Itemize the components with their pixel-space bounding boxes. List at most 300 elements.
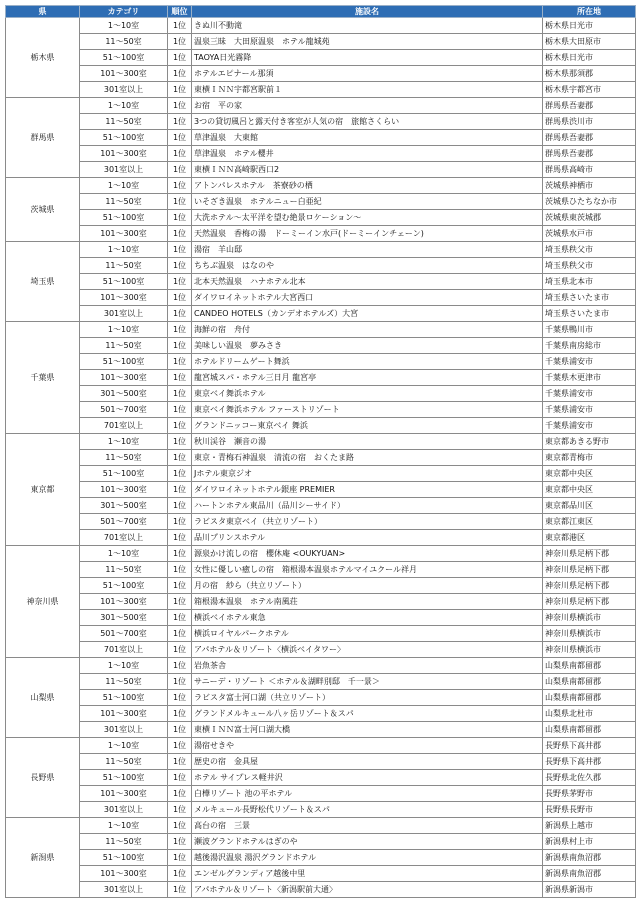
facility-cell: 白樺リゾート 池の平ホテル: [192, 786, 543, 802]
table-row: [6, 786, 636, 802]
category-cell: 301室以上: [80, 882, 168, 898]
table-row: [6, 466, 636, 482]
facility-cell: ホテルドリームゲート舞浜: [192, 354, 543, 370]
facility-cell: 横浜ロイヤルパークホテル: [192, 626, 543, 642]
location-cell: 群馬県吾妻郡: [543, 98, 636, 114]
facility-cell: 岩魚茶舎: [192, 658, 543, 674]
rank-cell: 1位: [168, 386, 192, 402]
category-cell: 11～50室: [80, 562, 168, 578]
location-cell: 山梨県北杜市: [543, 706, 636, 722]
rank-cell: 1位: [168, 530, 192, 546]
table-row: [6, 194, 636, 210]
rank-cell: 1位: [168, 98, 192, 114]
table-row: [6, 338, 636, 354]
rank-cell: 1位: [168, 466, 192, 482]
table-row: [6, 498, 636, 514]
table-row: [6, 754, 636, 770]
category-cell: 301室以上: [80, 722, 168, 738]
location-cell: 神奈川県横浜市: [543, 642, 636, 658]
header-category: カテゴリ: [80, 6, 168, 18]
location-cell: 栃木県那須郡: [543, 66, 636, 82]
rank-cell: 1位: [168, 290, 192, 306]
rank-cell: 1位: [168, 226, 192, 242]
prefecture-group: [6, 818, 636, 898]
prefecture-group: [6, 546, 636, 658]
rank-cell: 1位: [168, 706, 192, 722]
facility-cell: 温泉三昧 大田原温泉 ホテル龍城苑: [192, 34, 543, 50]
category-cell: 301～500室: [80, 386, 168, 402]
rank-cell: 1位: [168, 162, 192, 178]
rank-cell: 1位: [168, 626, 192, 642]
location-cell: 群馬県吾妻郡: [543, 130, 636, 146]
table-row: [6, 514, 636, 530]
facility-cell: メルキュール長野松代リゾート＆スパ: [192, 802, 543, 818]
rank-cell: 1位: [168, 434, 192, 450]
facility-cell: 3つの貸切風呂と露天付き客室が人気の宿 旅館さくらい: [192, 114, 543, 130]
prefecture-group: [6, 98, 636, 178]
prefecture-group: [6, 434, 636, 546]
category-cell: 11～50室: [80, 674, 168, 690]
rank-cell: 1位: [168, 450, 192, 466]
rank-cell: 1位: [168, 242, 192, 258]
facility-cell: エンゼルグランディア越後中里: [192, 866, 543, 882]
header-location: 所在地: [543, 6, 636, 18]
category-cell: 51～100室: [80, 578, 168, 594]
rank-cell: 1位: [168, 610, 192, 626]
facility-cell: 高台の宿 三景: [192, 818, 543, 834]
prefecture-cell: 山梨県: [6, 658, 80, 738]
location-cell: 群馬県高崎市: [543, 162, 636, 178]
location-cell: 茨城県ひたちなか市: [543, 194, 636, 210]
prefecture-cell: 長野県: [6, 738, 80, 818]
location-cell: 茨城県神栖市: [543, 178, 636, 194]
rank-cell: 1位: [168, 18, 192, 34]
category-cell: 1～10室: [80, 242, 168, 258]
rank-cell: 1位: [168, 498, 192, 514]
facility-cell: 品川プリンスホテル: [192, 530, 543, 546]
rank-cell: 1位: [168, 482, 192, 498]
location-cell: 東京都中央区: [543, 482, 636, 498]
table-row: [6, 658, 636, 674]
rank-cell: 1位: [168, 34, 192, 50]
category-cell: 701室以上: [80, 642, 168, 658]
table-row: [6, 162, 636, 178]
table-row: [6, 866, 636, 882]
category-cell: 301室以上: [80, 162, 168, 178]
rank-cell: 1位: [168, 818, 192, 834]
category-cell: 11～50室: [80, 834, 168, 850]
facility-cell: 海鮮の宿 舟付: [192, 322, 543, 338]
location-cell: 新潟県村上市: [543, 834, 636, 850]
facility-cell: グランドメルキュール八ヶ岳リゾート＆スパ: [192, 706, 543, 722]
facility-cell: 女性に優しい癒しの宿 箱根湯本温泉ホテルマイユクール祥月: [192, 562, 543, 578]
facility-cell: 草津温泉 大東館: [192, 130, 543, 146]
prefecture-group: [6, 658, 636, 738]
table-row: [6, 626, 636, 642]
table-row: [6, 674, 636, 690]
location-cell: 山梨県南都留郡: [543, 674, 636, 690]
category-cell: 101～300室: [80, 482, 168, 498]
facility-cell: 瀬波グランドホテルはぎのや: [192, 834, 543, 850]
location-cell: 群馬県吾妻郡: [543, 146, 636, 162]
table-row: [6, 482, 636, 498]
table-row: [6, 850, 636, 866]
category-cell: 1～10室: [80, 178, 168, 194]
table-row: [6, 386, 636, 402]
location-cell: 東京都青梅市: [543, 450, 636, 466]
rank-cell: 1位: [168, 322, 192, 338]
table-row: [6, 722, 636, 738]
category-cell: 301室以上: [80, 82, 168, 98]
location-cell: 長野県茅野市: [543, 786, 636, 802]
table-row: [6, 242, 636, 258]
category-cell: 11～50室: [80, 114, 168, 130]
table-row: [6, 130, 636, 146]
location-cell: 神奈川県足柄下郡: [543, 594, 636, 610]
rank-cell: 1位: [168, 674, 192, 690]
prefecture-cell: 千葉県: [6, 322, 80, 434]
facility-cell: 東京・青梅石神温泉 清流の宿 おくたま路: [192, 450, 543, 466]
table-row: [6, 114, 636, 130]
location-cell: 神奈川県足柄下郡: [543, 562, 636, 578]
rank-cell: 1位: [168, 850, 192, 866]
rank-cell: 1位: [168, 658, 192, 674]
table-header: [6, 6, 636, 18]
category-cell: 11～50室: [80, 338, 168, 354]
rank-cell: 1位: [168, 834, 192, 850]
facility-cell: 東横ＩＮＮ富士河口湖大橋: [192, 722, 543, 738]
ranking-table-container: [5, 5, 635, 898]
category-cell: 1～10室: [80, 18, 168, 34]
facility-cell: ダイワロイネットホテル大宮西口: [192, 290, 543, 306]
facility-cell: ラビスタ富士河口湖（共立リゾート）: [192, 690, 543, 706]
table-row: [6, 770, 636, 786]
location-cell: 千葉県浦安市: [543, 402, 636, 418]
category-cell: 101～300室: [80, 866, 168, 882]
category-cell: 51～100室: [80, 130, 168, 146]
location-cell: 千葉県木更津市: [543, 370, 636, 386]
facility-cell: 月の宿 紗ら（共立リゾート）: [192, 578, 543, 594]
facility-cell: 源泉かけ流しの宿 櫻休庵 <OUKYUAN>: [192, 546, 543, 562]
facility-cell: 越後湯沢温泉 湯沢グランドホテル: [192, 850, 543, 866]
rank-cell: 1位: [168, 546, 192, 562]
table-row: [6, 690, 636, 706]
facility-cell: 東京ベイ舞浜ホテル: [192, 386, 543, 402]
table-row: [6, 322, 636, 338]
table-row: [6, 226, 636, 242]
facility-cell: 東京ベイ舞浜ホテル ファーストリゾート: [192, 402, 543, 418]
facility-cell: アトンパレスホテル 茶寮砂の栖: [192, 178, 543, 194]
category-cell: 701室以上: [80, 530, 168, 546]
location-cell: 千葉県鴨川市: [543, 322, 636, 338]
table-row: [6, 34, 636, 50]
category-cell: 101～300室: [80, 290, 168, 306]
table-row: [6, 546, 636, 562]
facility-cell: 美味しい温泉 夢みさき: [192, 338, 543, 354]
facility-cell: お宿 平の家: [192, 98, 543, 114]
ranking-table: [5, 5, 636, 898]
table-row: [6, 882, 636, 898]
rank-cell: 1位: [168, 50, 192, 66]
category-cell: 51～100室: [80, 274, 168, 290]
facility-cell: 湯宿 羊山邸: [192, 242, 543, 258]
location-cell: 東京都江東区: [543, 514, 636, 530]
facility-cell: Jホテル東京ジオ: [192, 466, 543, 482]
location-cell: 茨城県東茨城郡: [543, 210, 636, 226]
facility-cell: 天然温泉 香梅の湯 ドーミーイン水戸(ドーミーインチェーン): [192, 226, 543, 242]
table-row: [6, 98, 636, 114]
rank-cell: 1位: [168, 306, 192, 322]
prefecture-cell: 埼玉県: [6, 242, 80, 322]
category-cell: 101～300室: [80, 706, 168, 722]
category-cell: 51～100室: [80, 210, 168, 226]
facility-cell: ラビスタ東京ベイ（共立リゾート）: [192, 514, 543, 530]
category-cell: 301室以上: [80, 802, 168, 818]
category-cell: 1～10室: [80, 738, 168, 754]
location-cell: 東京都あきる野市: [543, 434, 636, 450]
category-cell: 101～300室: [80, 66, 168, 82]
facility-cell: グランドニッコー東京ベイ 舞浜: [192, 418, 543, 434]
category-cell: 301～500室: [80, 498, 168, 514]
facility-cell: TAOYA日光霧降: [192, 50, 543, 66]
location-cell: 神奈川県足柄下郡: [543, 578, 636, 594]
rank-cell: 1位: [168, 210, 192, 226]
facility-cell: ハートンホテル東品川（品川シーサイド）: [192, 498, 543, 514]
table-row: [6, 306, 636, 322]
table-row: [6, 450, 636, 466]
location-cell: 神奈川県足柄下郡: [543, 546, 636, 562]
prefecture-cell: 東京都: [6, 434, 80, 546]
rank-cell: 1位: [168, 258, 192, 274]
rank-cell: 1位: [168, 354, 192, 370]
location-cell: 栃木県日光市: [543, 50, 636, 66]
facility-cell: 湯宿せきや: [192, 738, 543, 754]
rank-cell: 1位: [168, 130, 192, 146]
category-cell: 101～300室: [80, 594, 168, 610]
table-row: [6, 530, 636, 546]
rank-cell: 1位: [168, 562, 192, 578]
facility-cell: 草津温泉 ホテル櫻井: [192, 146, 543, 162]
location-cell: 千葉県浦安市: [543, 418, 636, 434]
location-cell: 山梨県南都留郡: [543, 690, 636, 706]
category-cell: 51～100室: [80, 50, 168, 66]
location-cell: 新潟県南魚沼郡: [543, 850, 636, 866]
rank-cell: 1位: [168, 66, 192, 82]
table-row: [6, 818, 636, 834]
prefecture-group: [6, 322, 636, 434]
rank-cell: 1位: [168, 642, 192, 658]
location-cell: 長野県北佐久郡: [543, 770, 636, 786]
facility-cell: きぬ川不動滝: [192, 18, 543, 34]
prefecture-cell: 群馬県: [6, 98, 80, 178]
table-row: [6, 706, 636, 722]
table-row: [6, 18, 636, 34]
rank-cell: 1位: [168, 722, 192, 738]
facility-cell: ダイワロイネットホテル銀座 PREMIER: [192, 482, 543, 498]
location-cell: 神奈川県横浜市: [543, 626, 636, 642]
location-cell: 神奈川県横浜市: [543, 610, 636, 626]
facility-cell: ホテル サイプレス軽井沢: [192, 770, 543, 786]
facility-cell: CANDEO HOTELS（カンデオホテルズ）大宮: [192, 306, 543, 322]
table-row: [6, 210, 636, 226]
category-cell: 1～10室: [80, 818, 168, 834]
category-cell: 101～300室: [80, 786, 168, 802]
category-cell: 51～100室: [80, 850, 168, 866]
rank-cell: 1位: [168, 274, 192, 290]
rank-cell: 1位: [168, 82, 192, 98]
rank-cell: 1位: [168, 114, 192, 130]
table-row: [6, 642, 636, 658]
facility-cell: アパホテル＆リゾート〈横浜ベイタワー〉: [192, 642, 543, 658]
location-cell: 山梨県南都留郡: [543, 722, 636, 738]
rank-cell: 1位: [168, 866, 192, 882]
category-cell: 1～10室: [80, 546, 168, 562]
prefecture-cell: 栃木県: [6, 18, 80, 98]
category-cell: 11～50室: [80, 258, 168, 274]
table-row: [6, 562, 636, 578]
category-cell: 1～10室: [80, 98, 168, 114]
location-cell: 東京都港区: [543, 530, 636, 546]
table-row: [6, 258, 636, 274]
location-cell: 長野県下高井郡: [543, 754, 636, 770]
category-cell: 1～10室: [80, 434, 168, 450]
facility-cell: ちちぶ温泉 はなのや: [192, 258, 543, 274]
prefecture-cell: 神奈川県: [6, 546, 80, 658]
table-row: [6, 418, 636, 434]
category-cell: 101～300室: [80, 146, 168, 162]
facility-cell: 北本天然温泉 ハナホテル北本: [192, 274, 543, 290]
location-cell: 千葉県浦安市: [543, 386, 636, 402]
category-cell: 51～100室: [80, 690, 168, 706]
table-row: [6, 146, 636, 162]
prefecture-group: [6, 242, 636, 322]
category-cell: 11～50室: [80, 34, 168, 50]
location-cell: 埼玉県秩父市: [543, 258, 636, 274]
category-cell: 51～100室: [80, 354, 168, 370]
rank-cell: 1位: [168, 194, 192, 210]
category-cell: 51～100室: [80, 466, 168, 482]
header-row: [6, 6, 636, 18]
location-cell: 群馬県渋川市: [543, 114, 636, 130]
header-prefecture: 県: [6, 6, 80, 18]
location-cell: 長野県下高井郡: [543, 738, 636, 754]
location-cell: 東京都中央区: [543, 466, 636, 482]
table-row: [6, 802, 636, 818]
facility-cell: 東横ＩＮＮ宇都宮駅前１: [192, 82, 543, 98]
rank-cell: 1位: [168, 690, 192, 706]
facility-cell: 龍宮城スパ・ホテル三日月 龍宮亭: [192, 370, 543, 386]
category-cell: 51～100室: [80, 770, 168, 786]
category-cell: 101～300室: [80, 226, 168, 242]
table-row: [6, 274, 636, 290]
table-row: [6, 290, 636, 306]
table-row: [6, 354, 636, 370]
rank-cell: 1位: [168, 402, 192, 418]
facility-cell: 横浜ベイホテル東急: [192, 610, 543, 626]
rank-cell: 1位: [168, 578, 192, 594]
rank-cell: 1位: [168, 418, 192, 434]
table-row: [6, 402, 636, 418]
prefecture-cell: 新潟県: [6, 818, 80, 898]
prefecture-cell: 茨城県: [6, 178, 80, 242]
facility-cell: いそざき温泉 ホテルニュー白亜紀: [192, 194, 543, 210]
table-row: [6, 370, 636, 386]
rank-cell: 1位: [168, 594, 192, 610]
location-cell: 茨城県水戸市: [543, 226, 636, 242]
location-cell: 東京都品川区: [543, 498, 636, 514]
category-cell: 701室以上: [80, 418, 168, 434]
location-cell: 山梨県南都留郡: [543, 658, 636, 674]
table-row: [6, 594, 636, 610]
table-row: [6, 434, 636, 450]
category-cell: 301～500室: [80, 610, 168, 626]
category-cell: 501～700室: [80, 514, 168, 530]
category-cell: 11～50室: [80, 754, 168, 770]
category-cell: 1～10室: [80, 658, 168, 674]
category-cell: 1～10室: [80, 322, 168, 338]
location-cell: 千葉県浦安市: [543, 354, 636, 370]
table-row: [6, 82, 636, 98]
location-cell: 栃木県大田原市: [543, 34, 636, 50]
table-row: [6, 50, 636, 66]
category-cell: 11～50室: [80, 194, 168, 210]
rank-cell: 1位: [168, 770, 192, 786]
location-cell: 新潟県上越市: [543, 818, 636, 834]
rank-cell: 1位: [168, 738, 192, 754]
table-row: [6, 178, 636, 194]
rank-cell: 1位: [168, 802, 192, 818]
rank-cell: 1位: [168, 786, 192, 802]
prefecture-group: [6, 18, 636, 98]
table-row: [6, 738, 636, 754]
category-cell: 301室以上: [80, 306, 168, 322]
facility-cell: アパホテル＆リゾート〈新潟駅前大通〉: [192, 882, 543, 898]
location-cell: 千葉県南房総市: [543, 338, 636, 354]
category-cell: 101～300室: [80, 370, 168, 386]
rank-cell: 1位: [168, 754, 192, 770]
location-cell: 埼玉県秩父市: [543, 242, 636, 258]
location-cell: 新潟県南魚沼郡: [543, 866, 636, 882]
header-rank: 順位: [168, 6, 192, 18]
category-cell: 501～700室: [80, 402, 168, 418]
facility-cell: ホテルエピナール那須: [192, 66, 543, 82]
facility-cell: 秋川渓谷 瀬音の湯: [192, 434, 543, 450]
facility-cell: 東横ＩＮＮ高崎駅西口2: [192, 162, 543, 178]
table-row: [6, 834, 636, 850]
location-cell: 長野県長野市: [543, 802, 636, 818]
prefecture-group: [6, 738, 636, 818]
location-cell: 新潟県新潟市: [543, 882, 636, 898]
table-row: [6, 610, 636, 626]
rank-cell: 1位: [168, 146, 192, 162]
location-cell: 埼玉県北本市: [543, 274, 636, 290]
facility-cell: 歴史の宿 金具屋: [192, 754, 543, 770]
facility-cell: サニーデ・リゾート ＜ホテル＆湖畔別邸 千一景＞: [192, 674, 543, 690]
location-cell: 栃木県宇都宮市: [543, 82, 636, 98]
category-cell: 11～50室: [80, 450, 168, 466]
location-cell: 埼玉県さいたま市: [543, 306, 636, 322]
rank-cell: 1位: [168, 882, 192, 898]
rank-cell: 1位: [168, 514, 192, 530]
rank-cell: 1位: [168, 338, 192, 354]
rank-cell: 1位: [168, 370, 192, 386]
rank-cell: 1位: [168, 178, 192, 194]
table-row: [6, 66, 636, 82]
category-cell: 501～700室: [80, 626, 168, 642]
location-cell: 栃木県日光市: [543, 18, 636, 34]
facility-cell: 大洗ホテル～太平洋を望む絶景ロケーション～: [192, 210, 543, 226]
location-cell: 埼玉県さいたま市: [543, 290, 636, 306]
